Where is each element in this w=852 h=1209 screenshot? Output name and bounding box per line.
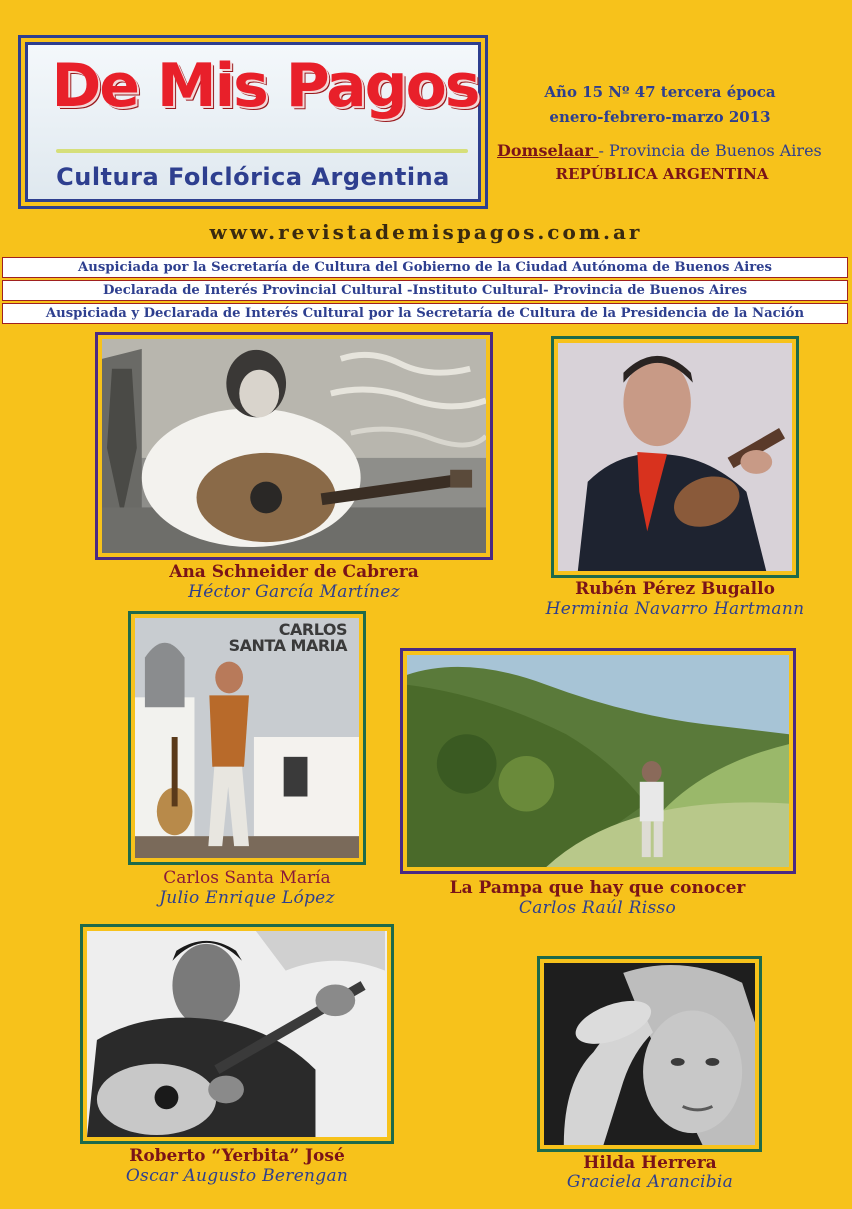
magazine-logo bbox=[18, 35, 488, 209]
article-author-5: Oscar Augusto Berengan bbox=[125, 1166, 349, 1186]
declaration-3: Auspiciada y Declarada de Interés Cultural por la Secretaría de Cultura de la Presidencia de la Nación bbox=[2, 303, 848, 324]
location-country: REPÚBLICA ARGENTINA bbox=[555, 165, 769, 183]
article-author-1: Héctor García Martínez bbox=[188, 582, 400, 602]
woman-portrait-image bbox=[544, 963, 755, 1145]
album-title-text bbox=[229, 622, 347, 654]
article-title-3[interactable]: Carlos Santa María bbox=[163, 868, 331, 888]
photo-hilda-herrera bbox=[537, 956, 762, 1152]
article-title-2[interactable]: Rubén Pérez Bugallo bbox=[575, 579, 775, 599]
article-author-2: Herminia Navarro Hartmann bbox=[545, 599, 805, 619]
album-line-1: CARLOS bbox=[278, 620, 347, 639]
man-with-instrument-image bbox=[558, 343, 792, 571]
photo-la-pampa bbox=[400, 648, 796, 874]
website-url[interactable]: www.revistademispagos.com.ar bbox=[209, 220, 643, 244]
declaration-1: Auspiciada por la Secretaría de Cultura del Gobierno de la Ciudad Autónoma de Buenos Aires bbox=[2, 257, 848, 278]
location-town: Domselaar bbox=[497, 141, 599, 160]
logo-subtitle: Cultura Folclórica Argentina bbox=[56, 163, 450, 191]
article-title-4[interactable]: La Pampa que hay que conocer bbox=[449, 878, 746, 898]
article-title-6[interactable]: Hilda Herrera bbox=[583, 1153, 717, 1173]
article-author-3: Julio Enrique López bbox=[159, 888, 335, 908]
location-line bbox=[497, 141, 822, 160]
photo-carlos-santa-maria bbox=[128, 611, 366, 865]
issue-number: Año 15 Nº 47 tercera época bbox=[544, 83, 776, 101]
album-line-2: SANTA MARIA bbox=[228, 636, 347, 655]
photo-ruben-perez-bugallo bbox=[551, 336, 799, 578]
logo-underline bbox=[56, 149, 468, 153]
article-title-1[interactable]: Ana Schneider de Cabrera bbox=[169, 562, 419, 582]
photo-roberto-yerbita-jose bbox=[80, 924, 394, 1144]
logo-title: De Mis Pagos bbox=[51, 51, 479, 121]
location-region: - Provincia de Buenos Aires bbox=[598, 141, 822, 160]
article-author-6: Graciela Arancibia bbox=[566, 1172, 734, 1192]
logo-panel bbox=[25, 42, 481, 202]
photo-ana-schneider bbox=[95, 332, 493, 560]
article-title-5[interactable]: Roberto “Yerbita” José bbox=[129, 1146, 345, 1166]
guitarist-man-image bbox=[87, 931, 387, 1137]
guitarist-woman-image bbox=[102, 339, 486, 553]
landscape-image bbox=[407, 655, 789, 867]
declaration-2: Declarada de Interés Provincial Cultural -Instituto Cultural- Provincia de Buenos Aires bbox=[2, 280, 848, 301]
article-author-4: Carlos Raúl Risso bbox=[518, 898, 677, 918]
issue-date: enero-febrero-marzo 2013 bbox=[549, 108, 771, 126]
